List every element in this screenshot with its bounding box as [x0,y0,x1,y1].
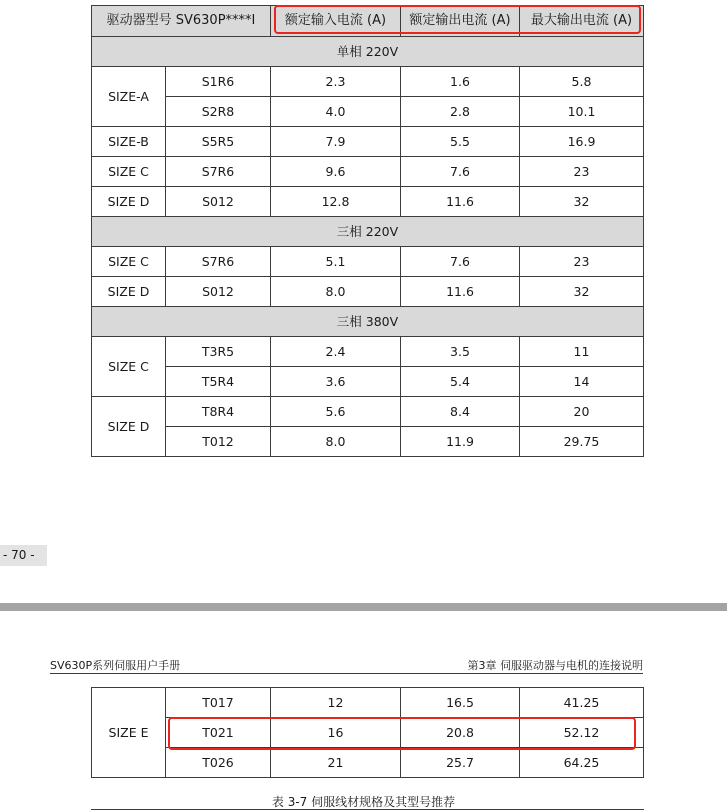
running-header-right: 第3章 伺服驱动器与电机的连接说明 [467,659,643,672]
page-number: - 70 - [0,545,47,566]
rated-input-cell: 12 [271,688,401,718]
rated-output-cell: 8.4 [401,397,520,427]
rated-input-cell: 12.8 [271,187,401,217]
page-71 [0,611,727,812]
section-label: 单相 220V [92,37,644,67]
rated-output-cell: 11.6 [401,277,520,307]
running-header-left: SV630P系列伺服用户手册 [50,659,181,672]
max-output-cell: 23 [520,247,644,277]
row-highlight-box [168,717,636,750]
table-row [92,277,644,307]
max-output-cell: 23 [520,157,644,187]
rated-input-cell: 8.0 [271,277,401,307]
size-cell: SIZE C [92,157,166,187]
model-cell: T012 [166,427,271,457]
rated-output-cell: 11.9 [401,427,520,457]
model-cell: S012 [166,187,271,217]
max-output-cell: 11 [520,337,644,367]
model-cell: S1R6 [166,67,271,97]
header-model: 驱动器型号 SV630P****I [92,6,271,37]
rated-output-cell: 11.6 [401,187,520,217]
model-cell: T5R4 [166,367,271,397]
table-row [92,127,644,157]
rated-output-cell: 20.8 [401,718,520,748]
rated-output-cell: 25.7 [401,748,520,778]
rated-output-cell: 1.6 [401,67,520,97]
section-row [92,307,644,337]
header-rated-input: 额定输入电流 (A) [271,6,401,37]
model-cell: S2R8 [166,97,271,127]
section-row [92,217,644,247]
current-spec-table [91,5,644,457]
table-row [92,688,644,718]
table-row [92,247,644,277]
table-row [92,367,644,397]
rated-output-cell: 5.5 [401,127,520,157]
rated-output-cell: 5.4 [401,367,520,397]
header-highlight-box [274,5,641,34]
max-output-cell: 32 [520,277,644,307]
table-row [92,397,644,427]
rated-input-cell: 2.4 [271,337,401,367]
section-row [92,37,644,67]
model-cell: S7R6 [166,247,271,277]
size-cell: SIZE D [92,187,166,217]
header-rated-output: 额定输出电流 (A) [401,6,520,37]
table-row [92,748,644,778]
size-cell: SIZE D [92,277,166,307]
table-caption: 表 3-7 伺服线材规格及其型号推荐 [271,795,456,809]
max-output-cell: 5.8 [520,67,644,97]
table-row [92,427,644,457]
header-max-output: 最大输出电流 (A) [520,6,644,37]
rated-input-cell: 21 [271,748,401,778]
table-row [92,97,644,127]
size-cell: SIZE C [92,337,166,397]
page-separator [0,603,727,611]
max-output-cell: 32 [520,187,644,217]
rated-input-cell: 8.0 [271,427,401,457]
section-label: 三相 220V [92,217,644,247]
model-cell: T017 [166,688,271,718]
model-cell: S7R6 [166,157,271,187]
table-row [92,67,644,97]
rated-input-cell: 16 [271,718,401,748]
rated-input-cell: 2.3 [271,67,401,97]
size-cell: SIZE E [92,688,166,778]
rated-output-cell: 7.6 [401,157,520,187]
model-cell: S5R5 [166,127,271,157]
table-row [92,337,644,367]
size-cell: SIZE D [92,397,166,457]
rated-input-cell: 5.1 [271,247,401,277]
max-output-cell: 14 [520,367,644,397]
size-cell: SIZE-A [92,67,166,127]
max-output-cell: 10.1 [520,97,644,127]
rated-input-cell: 4.0 [271,97,401,127]
model-cell: T3R5 [166,337,271,367]
rated-input-cell: 5.6 [271,397,401,427]
model-cell: T021 [166,718,271,748]
size-cell: SIZE-B [92,127,166,157]
rated-input-cell: 3.6 [271,367,401,397]
header-rule [50,673,643,674]
size-cell: SIZE C [92,247,166,277]
table-row [92,157,644,187]
section-label: 三相 380V [92,307,644,337]
rated-output-cell: 2.8 [401,97,520,127]
caption-rule [91,809,644,810]
rated-output-cell: 16.5 [401,688,520,718]
rated-output-cell: 7.6 [401,247,520,277]
rated-input-cell: 9.6 [271,157,401,187]
model-cell: S012 [166,277,271,307]
rated-output-cell: 3.5 [401,337,520,367]
max-output-cell: 16.9 [520,127,644,157]
max-output-cell: 41.25 [520,688,644,718]
model-cell: T026 [166,748,271,778]
max-output-cell: 64.25 [520,748,644,778]
rated-input-cell: 7.9 [271,127,401,157]
max-output-cell: 20 [520,397,644,427]
model-cell: T8R4 [166,397,271,427]
max-output-cell: 52.12 [520,718,644,748]
table-row [92,187,644,217]
max-output-cell: 29.75 [520,427,644,457]
